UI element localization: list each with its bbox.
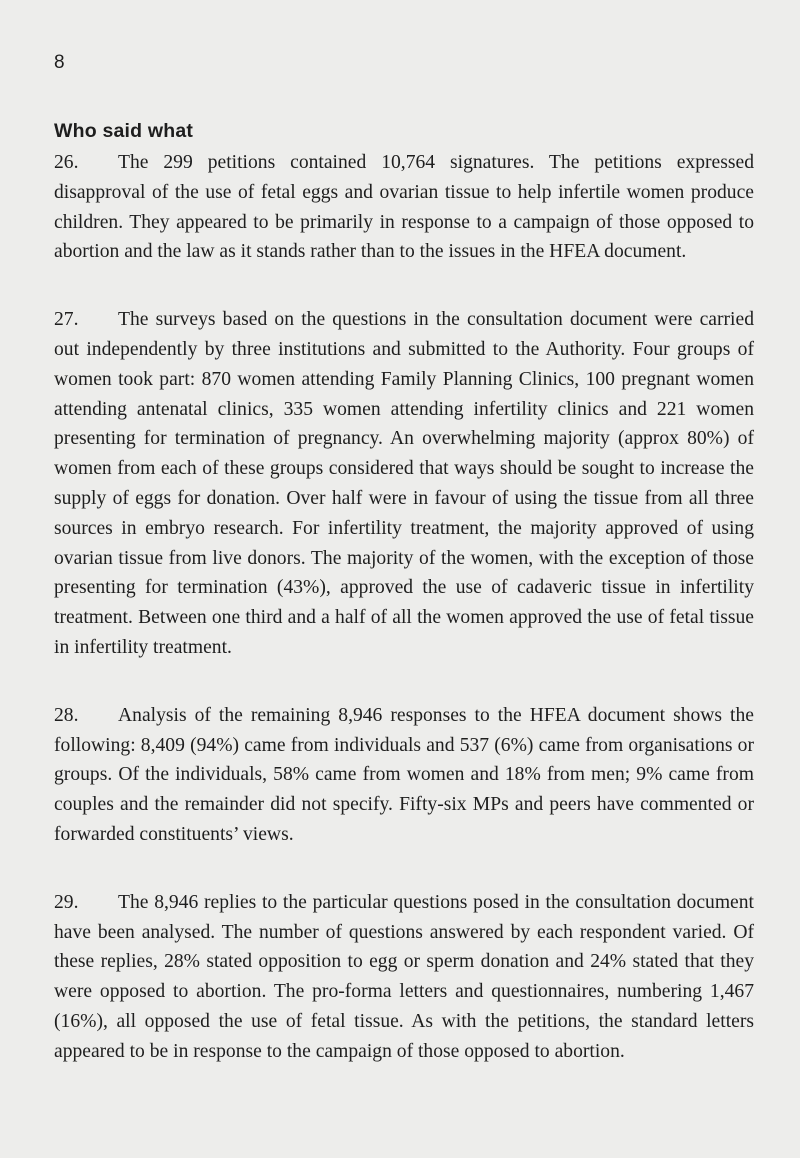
paragraph-number: 27.	[54, 309, 79, 331]
paragraph-number: 26.	[54, 152, 79, 173]
paragraph-text: The surveys based on the questions in the consultation document were carried out independently by three institutions and submitted to the Authority. Four groups of women took part: 870 women attending Family Planning Clinics, 100 pregnant women attending antenatal clinics, 335 women attending infertility clinics and 221 women presenting for termination of pregnancy. An overwhelming majority (approx 80%) of women from each of these groups considered that ways should be sought to increase the supply of eggs for donation. Over half were in favour of using the tissue from all three sources in embryo research. For infertility treatment, the majority approved of using ovarian tissue from live donors. The majority of the women, with the exception of those presenting for termination (43%), approved the use of cadaveric tissue in infertility treatment. Between one third and a half of all the women approved the use of fetal tissue in infertility treatment.	[54, 309, 754, 658]
paragraph-text: The 8,946 replies to the particular questions posed in the consultation document have been analysed. The number of questions answered by each respondent varied. Of these replies, 28% stated opposition to egg or sperm donation and 24% stated that they were opposed to abortion. The pro-forma letters and questionnaires, numbering 1,467 (16%), all opposed the use of fetal tissue. As with the petitions, the standard letters appeared to be in response to the campaign of those opposed to abortion.	[54, 891, 754, 1062]
paragraph-number: 29.	[54, 891, 79, 913]
paragraph-28	[54, 701, 754, 850]
paragraph-26	[54, 148, 754, 267]
paragraph-text: The 299 petitions contained 10,764 signatures. The petitions expressed disapproval of the use of fetal eggs and ovarian tissue to help infertile women produce children. They appeared to be primarily in response to a campaign of those opposed to abortion and the law as it stands rather than to the issues in the HFEA document.	[54, 152, 754, 263]
section-heading: Who said what	[54, 120, 194, 142]
paragraph-29	[54, 888, 754, 1067]
paragraph-text: Analysis of the remaining 8,946 responses to the HFEA document shows the following: 8,409 (94%) came from individuals and 537 (6%) came from organisations or groups. Of the individuals, 58% came from women and 18% from men; 9% came from couples and the remainder did not specify. Fifty-six MPs and peers have commented or forwarded constituents’ views.	[54, 704, 754, 845]
paragraph-number: 28.	[54, 704, 79, 726]
paragraph-27	[54, 305, 754, 663]
page-number: 8	[54, 52, 65, 73]
